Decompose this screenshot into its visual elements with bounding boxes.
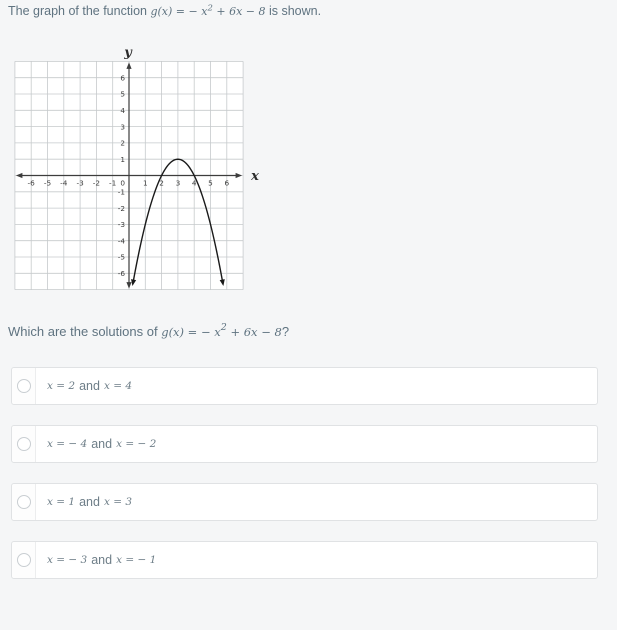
svg-text:1: 1 <box>142 178 148 188</box>
function-expression <box>150 5 265 18</box>
svg-text:-1: -1 <box>117 187 125 197</box>
option-conjunction: and <box>91 553 113 567</box>
math-close: + 6x − 8 <box>226 325 282 339</box>
radio-button[interactable] <box>17 495 31 509</box>
svg-text:-3: -3 <box>117 220 125 230</box>
svg-text:0: 0 <box>120 178 125 188</box>
answer-option-1[interactable] <box>11 367 598 405</box>
question-intro <box>8 4 321 18</box>
option-label <box>36 542 156 578</box>
svg-text:5: 5 <box>208 178 213 188</box>
option-eq-second: x = − 2 <box>116 438 157 450</box>
math-open: g(x) = − x <box>161 325 221 339</box>
option-conjunction: and <box>91 437 113 451</box>
radio-button[interactable] <box>17 553 31 567</box>
svg-text:4: 4 <box>191 178 197 188</box>
svg-text:x: x <box>251 169 259 184</box>
radio-button[interactable] <box>17 437 31 451</box>
svg-text:6: 6 <box>224 178 230 188</box>
svg-text:6: 6 <box>120 73 125 83</box>
answer-option-2[interactable] <box>11 425 598 463</box>
answer-option-4[interactable] <box>11 541 598 579</box>
option-conjunction: and <box>79 495 100 509</box>
function-expression-question <box>161 322 282 339</box>
svg-text:1: 1 <box>120 154 125 164</box>
math-open: g(x) = − x <box>150 5 208 18</box>
svg-text:4: 4 <box>120 106 125 115</box>
math-exponent: 2 <box>220 322 227 333</box>
svg-text:-6: -6 <box>27 178 35 188</box>
svg-text:-6: -6 <box>117 269 125 278</box>
question-mark: ? <box>281 324 290 339</box>
option-conjunction: and <box>79 379 100 393</box>
radio-cell <box>12 542 36 578</box>
option-eq-second: x = 4 <box>103 380 133 392</box>
svg-text:-5: -5 <box>117 252 125 262</box>
svg-text:y: y <box>124 45 132 61</box>
svg-text:2: 2 <box>159 178 164 188</box>
intro-text-start: The graph of the function <box>8 4 151 18</box>
answer-option-3[interactable] <box>11 483 598 521</box>
svg-text:-4: -4 <box>117 236 125 246</box>
svg-text:-2: -2 <box>117 203 125 213</box>
radio-button[interactable] <box>17 379 31 393</box>
question-text-start: Which are the solutions of <box>8 324 162 339</box>
svg-text:-2: -2 <box>92 178 101 188</box>
radio-cell <box>12 368 36 404</box>
svg-text:-4: -4 <box>60 178 68 188</box>
option-eq-first: x = − 3 <box>47 554 88 566</box>
question-text <box>8 324 289 339</box>
radio-cell <box>12 484 36 520</box>
svg-text:3: 3 <box>120 122 125 132</box>
option-eq-first: x = − 4 <box>47 438 88 450</box>
option-label <box>36 484 132 520</box>
option-eq-second: x = 3 <box>103 496 133 508</box>
math-exponent: 2 <box>207 3 213 14</box>
option-eq-first: x = 2 <box>47 380 76 392</box>
radio-cell <box>12 426 36 462</box>
svg-text:-1: -1 <box>109 178 117 188</box>
svg-text:-3: -3 <box>76 178 84 188</box>
svg-text:5: 5 <box>120 89 125 99</box>
option-label <box>36 368 132 404</box>
option-eq-first: x = 1 <box>47 496 76 508</box>
svg-text:-5: -5 <box>43 178 52 188</box>
math-close: + 6x − 8 <box>212 5 266 18</box>
svg-text:3: 3 <box>175 178 181 188</box>
svg-text:2: 2 <box>120 138 125 148</box>
option-eq-second: x = − 1 <box>116 554 157 566</box>
intro-text-end: is shown. <box>265 4 322 18</box>
parabola-graph <box>6 42 264 300</box>
option-label <box>36 426 156 462</box>
answer-options <box>11 367 598 599</box>
